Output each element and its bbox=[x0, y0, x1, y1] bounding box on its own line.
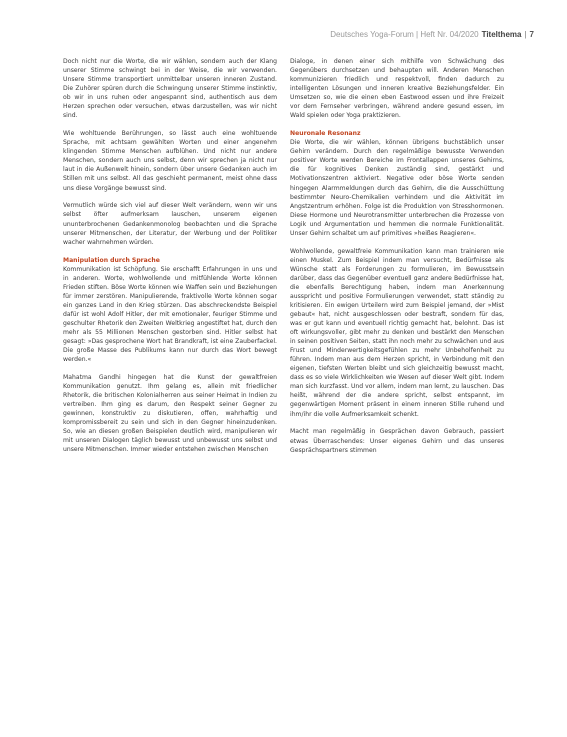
page-number: 7 bbox=[529, 29, 534, 39]
paragraph: Wie wohltuende Berührungen, so lässt auch eine wohltuende Sprache, mit achtsam gewählten Worten und einer angenehm klingenden Stimme Menschen aufblühen. Und nicht nur andere Menschen, sondern auch uns selbst, denn wir sprechen ja nicht nur laut in die Außenwelt hinein, sondern über unsere Gedanken auch im Stillen mit uns selbst. All das geschieht permanent, meist ohne dass uns diese Vorgänge bewusst sind. bbox=[63, 130, 277, 192]
paragraph: Die Worte, die wir wählen, können übrigens buchstäblich unser Gehirn verändern. Durch den regelmäßige bewusste Verwenden positiver Worte werden Bereiche im Frontallappen unseres Gehirns, die für kognitives Denken zuständig sind, gestärkt und Motivationszentren aktiviert. Negative oder böse Worte senden hingegen Alarmmeldungen durch das Gehirn, die die Ausschüttung bestimmter Neuro-Chemikalien verhindern und die Aktivität im Angstzentrum erhöhen. Folge ist die Produktion von Stresshormonen. Diese Hormone und Neurotransmitter unterbrechen die Prozesse von Logik und Argumentation und hemmen die normale Funktionalität. Unser Gehirn schaltet um auf primitives »heißes Reagieren«. bbox=[290, 139, 504, 237]
header-separator: | bbox=[524, 29, 527, 39]
right-column bbox=[290, 57, 504, 463]
paragraph: Vermutlich würde sich viel auf dieser Welt verändern, wenn wir uns selbst öfter aufmerksam lauschen, unserem eigenen ununterbrochenen Gedankenmonolog beobachten und die Sprache unserer Mitmenschen, der Literatur, der Werbung und der Politiker wacher wahrnehmen würden. bbox=[63, 202, 277, 246]
paragraph: Wohlwollende, gewaltfreie Kommunikation kann man trainieren wie einen Muskel. Zum Beispiel indem man versucht, Bedürfnisse als Wünsche statt als Forderungen zu formulieren, im Bewusstsein darüber, dass das Gegenüber eventuell ganz andere Bedürfnisse hat, die ebenfalls Berechtigung haben, indem man Anerkennung ausspricht und positive Formulierungen verwendet, statt ständig zu kritisieren. Ein ewigen Urteilern wird zum Beispiel jemand, der »Mist gebaut« hat, nicht ausgeschlossen oder bestraft, sondern für das, was er gut kann und eventuell richtig gemacht hat, belohnt. Das ist oft wirkungsvoller, gibt mehr zu denken und bestärkt den Menschen in seinen positiven Seiten, statt ihn noch mehr zu schwächen und aus Frust und Minderwertigkeitsgefühlen zu mehr Unbeholfenheit zu führen. Indem man aus dem Herzen spricht, in Verbindung mit den eigenen, tiefsten Werten bleibt und sich gleichzeitig bewusst macht, dass es so viele Wirklichkeiten wie Wesen auf dieser Welt gibt. Indem man sich kurzfasst. Und vor allem, indem man lernt, zu lauschen. Das heißt, während der die andere spricht, selbst entspannt, im gegenwärtigen Moment präsent in einem inneren Stille ruhend und ihm/ihr die volle Aufmerksamkeit schenkt. bbox=[290, 247, 504, 418]
paragraph: Macht man regelmäßig in Gesprächen davon Gebrauch, passiert etwas Überraschendes: Unser eigenes Gehirn und das unseres Gesprächspartners stimmen bbox=[290, 428, 504, 454]
paragraph: Kommunikation ist Schöpfung. Sie erschafft Erfahrungen in uns und in anderen. Worte, wohlwollende und mitfühlende Worte können Frieden stiften. Böse Worte können wie Waffen sein und Beziehungen für immer zerstören. Manipulierende, fraktivolle Worte können sogar ein ganzes Land in den Krieg stürzen. Das abschreckendste Beispiel dafür ist wohl Adolf Hitler, der mit emotionaler, feuriger Stimme und geschulter Rhetorik den Zweiten Weltkrieg angestiftet hat, durch den mehr als 55 Millionen Menschen gestorben sind. Hitler selbst hat gesagt: »Das gesprochene Wort hat Brandkraft, ist eine Zauberfackel. Die große Masse des Publikums kann nur durch das Wort bewegt werden.« bbox=[63, 265, 277, 364]
magazine-issue: Deutsches Yoga-Forum | Heft Nr. 04/2020 bbox=[330, 29, 479, 39]
left-column bbox=[63, 57, 277, 463]
section-title: Titelthema bbox=[481, 29, 522, 39]
section-heading: Manipulation durch Sprache bbox=[63, 256, 160, 264]
section-heading: Neuronale Resonanz bbox=[290, 130, 361, 138]
paragraph: Dialoge, in denen einer sich mithilfe von Schwächung des Gegenübers durchsetzen und behaupten will. Anderen Menschen kommunizieren friedlich und respektvoll, finden dadurch zu intelligenten Lösungen und inneren kreative Beziehungsfelder. Ein Umsetzen so, wie die einen eben Eastwood essen und ihre Freizeit vor dem Fernseher verbringen, während andere gesund essen, im Wald spielen oder Yoga praktizieren. bbox=[290, 58, 504, 120]
paragraph: Doch nicht nur die Worte, die wir wählen, sondern auch der Klang unserer Stimme schwingt bei in der Weise, die wir verwenden. Unsere Stimme transportiert unmittelbar unseren inneren Zustand. Die Zuhörer spüren durch die Schwingung unserer Stimme instinktiv, ob wir in uns ruhen oder angespannt sind, authentisch aus dem Herzen sprechen oder versuchen, etwas darzustellen, was wir nicht sind. bbox=[63, 58, 277, 120]
paragraph: Mahatma Gandhi hingegen hat die Kunst der gewaltfreien Kommunikation genutzt. Ihm gelang es, allein mit friedlicher Rhetorik, die britischen Kolonialherren aus seiner Heimat in Indien zu vertreiben. Ihm ging es darum, den Respekt seiner Gegner zu gewinnen, konstruktiv zu diskutieren, offen, wahrhaftig und kompromissbereit zu sein und sich in den Gegner hineinzudenken. So, wie an diesen großen Beispielen deutlich wird, manipulieren wir mit unseren Dialogen täglich bewusst und unbewusst uns selbst und unsere Mitmenschen. Immer wieder entstehen zwischen Menschen bbox=[63, 374, 277, 454]
running-header bbox=[70, 28, 534, 40]
